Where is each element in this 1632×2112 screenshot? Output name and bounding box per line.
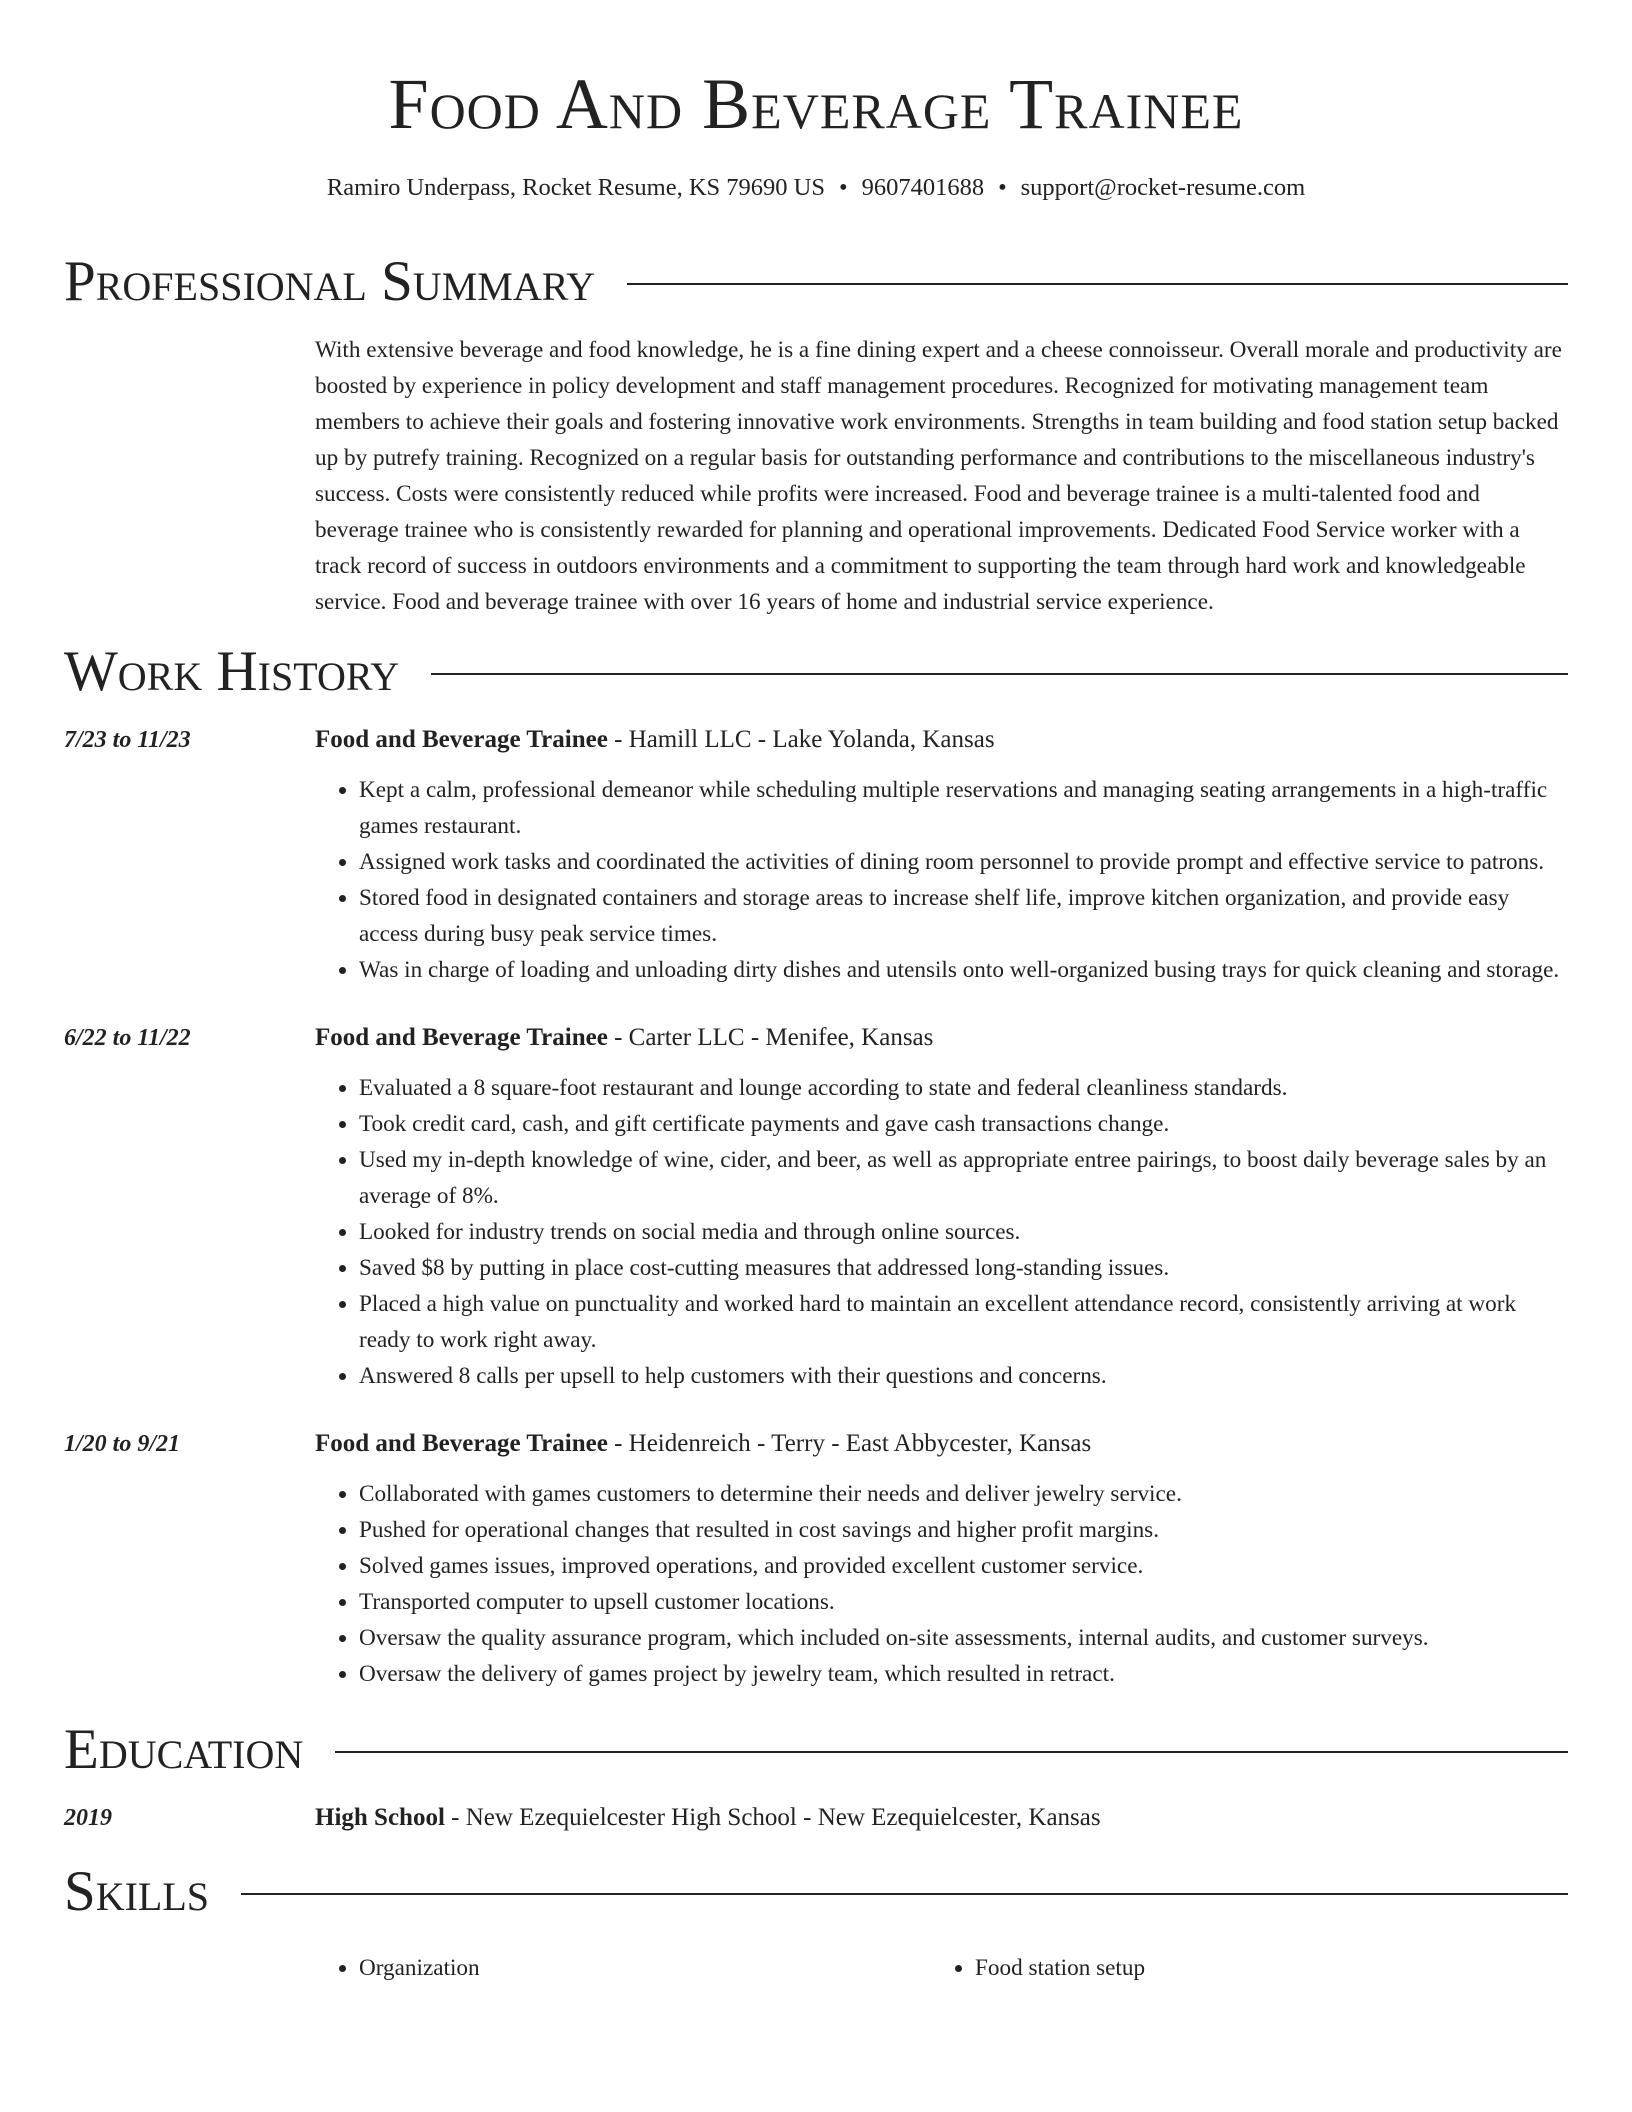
job-title: Food and Beverage Trainee xyxy=(315,726,608,753)
job-entry xyxy=(64,1426,1568,1692)
section-divider xyxy=(241,1893,1568,1895)
job-bullet: • Pushed for operational changes that resulted in cost savings and higher profit margins. xyxy=(359,1512,1568,1548)
contact-line xyxy=(64,172,1568,204)
skills-column-left xyxy=(315,1950,931,1986)
job-line xyxy=(315,1020,1568,1056)
skills-section-header xyxy=(64,1860,1568,1924)
job-bullet: • Oversaw the quality assurance program, which included on-site assessments, internal audits, and customer surveys. xyxy=(359,1620,1568,1656)
education-heading: Education xyxy=(64,1718,304,1781)
job-bullet: • Oversaw the delivery of games project by jewelry team, which resulted in retract. xyxy=(359,1656,1568,1692)
summary-section-header xyxy=(64,250,1568,314)
resume-page xyxy=(64,0,1568,1986)
job-entry xyxy=(64,1020,1568,1394)
skills-column-right xyxy=(931,1950,1547,1986)
skills-list xyxy=(315,1950,1568,1986)
section-divider xyxy=(335,1751,1568,1753)
education-year: 2019 xyxy=(64,1805,112,1831)
job-bullet: • Looked for industry trends on social media and through online sources. xyxy=(359,1214,1568,1250)
section-divider xyxy=(627,283,1568,285)
job-bullet: • Kept a calm, professional demeanor while scheduling multiple reservations and managing seating arrangements in a high-traffic games restaurant. xyxy=(359,772,1568,844)
contact-phone: 9607401688 xyxy=(861,174,985,201)
education-entry xyxy=(64,1800,1568,1836)
job-bullets xyxy=(315,772,1568,988)
job-body xyxy=(315,1020,1568,1394)
job-bullet: • Assigned work tasks and coordinated the activities of dining room personnel to provide prompt and effective service to patrons. xyxy=(359,844,1568,880)
job-bullets xyxy=(315,1476,1568,1692)
job-bullets xyxy=(315,1070,1568,1394)
summary-heading: Professional Summary xyxy=(64,250,596,313)
contact-separator: • xyxy=(838,174,848,201)
resume-name: Food And Beverage Trainee xyxy=(388,64,1244,144)
job-details: - Hamill LLC - Lake Yolanda, Kansas xyxy=(607,726,995,753)
skill-item: • Food station setup xyxy=(975,1950,1547,1986)
job-bullet: • Transported computer to upsell customer locations. xyxy=(359,1584,1568,1620)
job-title: Food and Beverage Trainee xyxy=(315,1430,608,1457)
job-bullet: • Collaborated with games customers to determine their needs and deliver jewelry service. xyxy=(359,1476,1568,1512)
job-bullet: • Was in charge of loading and unloading dirty dishes and utensils onto well-organized busing trays for quick cleaning and storage. xyxy=(359,952,1568,988)
section-divider xyxy=(431,673,1568,675)
job-details: - Heidenreich - Terry - East Abbycester, Kansas xyxy=(607,1430,1092,1457)
job-body xyxy=(315,1426,1568,1692)
work-heading: Work History xyxy=(64,640,400,703)
job-bullet: • Took credit card, cash, and gift certificate payments and gave cash transactions change. xyxy=(359,1106,1568,1142)
job-dates: 7/23 to 11/23 xyxy=(64,727,191,753)
job-entry xyxy=(64,722,1568,988)
education-details: - New Ezequielcester High School - New Ezequielcester, Kansas xyxy=(444,1804,1101,1831)
education-section-header xyxy=(64,1718,1568,1782)
contact-address: Ramiro Underpass, Rocket Resume, KS 79690 US xyxy=(326,174,825,201)
education-line xyxy=(315,1800,1568,1836)
job-body xyxy=(315,722,1568,988)
job-bullet: • Used my in-depth knowledge of wine, cider, and beer, as well as appropriate entree pairings, to boost daily beverage sales by an average of 8%. xyxy=(359,1142,1568,1214)
contact-separator: • xyxy=(998,174,1007,201)
education-degree: High School xyxy=(315,1804,445,1831)
job-bullet: • Placed a high value on punctuality and worked hard to maintain an excellent attendance record, consistently arriving at work ready to work right away. xyxy=(359,1286,1568,1358)
job-title: Food and Beverage Trainee xyxy=(315,1024,608,1051)
skill-item: • Organization xyxy=(359,1950,931,1986)
job-line xyxy=(315,722,1568,758)
job-line xyxy=(315,1426,1568,1462)
job-bullet: • Solved games issues, improved operations, and provided excellent customer service. xyxy=(359,1548,1568,1584)
job-bullet: • Answered 8 calls per upsell to help customers with their questions and concerns. xyxy=(359,1358,1568,1394)
job-bullet: • Evaluated a 8 square-foot restaurant and lounge according to state and federal cleanliness standards. xyxy=(359,1070,1568,1106)
job-dates: 6/22 to 11/22 xyxy=(64,1025,191,1051)
contact-email: support@rocket-resume.com xyxy=(1020,174,1306,201)
job-bullet: • Saved $8 by putting in place cost-cutting measures that addressed long-standing issues. xyxy=(359,1250,1568,1286)
job-dates: 1/20 to 9/21 xyxy=(64,1431,181,1457)
summary-text: With extensive beverage and food knowledge, he is a fine dining expert and a cheese connoisseur. Overall morale and productivity are boosted by experience in policy development and staff management procedures. Recognized for motivating management team members to achieve their goals and fostering innovative work environments. Strengths in team building and food station setup backed up by putrefy training. Recognized on a regular basis for outstanding performance and contributions to the miscellaneous industry's success. Costs were consistently reduced while profits were increased. Food and beverage trainee is a multi-talented food and beverage trainee who is consistently rewarded for planning and operational improvements. Dedicated Food Service worker with a track record of success in outdoors environments and a commitment to supporting the team through hard work and knowledgeable service. Food and beverage trainee with over 16 years of home and industrial service experience. xyxy=(315,337,1562,615)
skills-heading: Skills xyxy=(64,1860,210,1923)
job-details: - Carter LLC - Menifee, Kansas xyxy=(607,1024,934,1051)
work-section-header xyxy=(64,640,1568,704)
job-bullet: • Stored food in designated containers and storage areas to increase shelf life, improve kitchen organization, and provide easy access during busy peak service times. xyxy=(359,880,1568,952)
